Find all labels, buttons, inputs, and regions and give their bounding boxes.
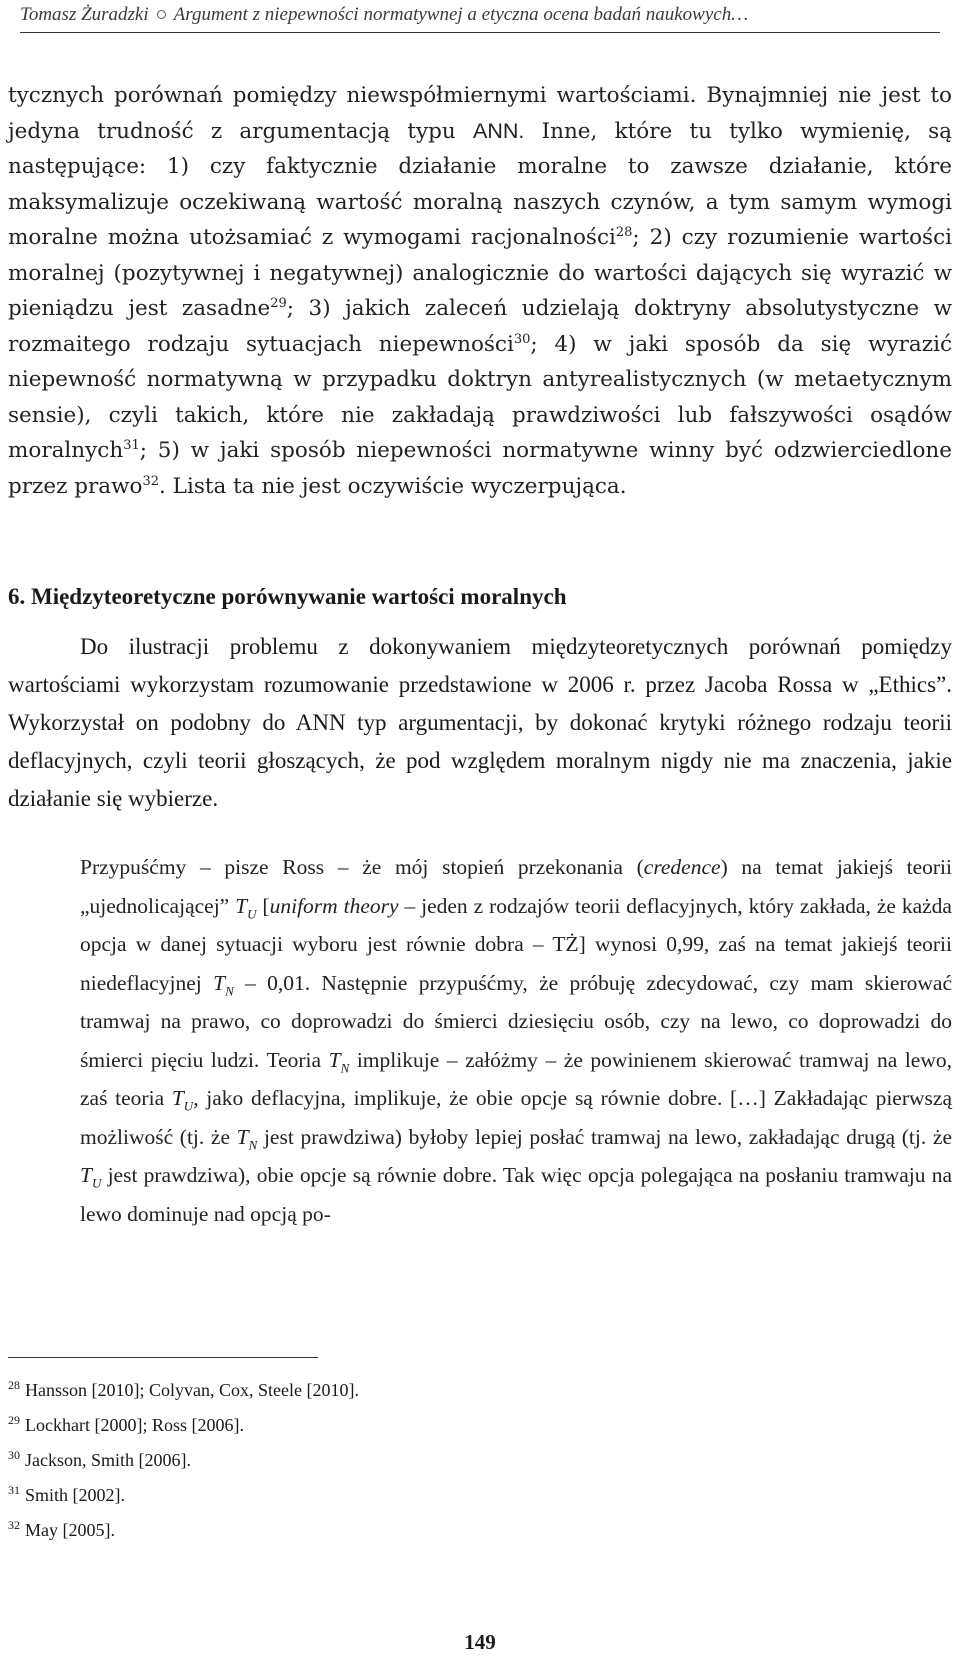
quote-text: jest prawdziwa), obie opcje są równie dobre. Tak więc opcja polegająca na posłaniu tramwaju na lewo dominuje nad opcją po- (80, 1163, 952, 1226)
paragraph-1-text: ; 5) w jaki sposób niepewności normatywne winny być odzwierciedlone przez prawo (8, 438, 952, 499)
header-author: Tomasz Żuradzki (20, 4, 149, 25)
footnote-number: 29 (8, 1413, 20, 1427)
symbol-t: T (171, 1086, 184, 1110)
paragraph-1-acronym: ANN. (472, 118, 525, 143)
page-number: 149 (464, 1630, 496, 1654)
quote-term-credence: credence (643, 855, 721, 879)
quote-term-uniform-theory: uniform theory (269, 893, 399, 918)
footnote-number: 32 (8, 1518, 20, 1532)
footnote-text: Hansson [2010]; Colyvan, Cox, Steele [2010]. (25, 1380, 359, 1400)
paragraph-1-text: . Lista ta nie jest oczywiście wyczerpująca. (159, 473, 627, 499)
footnote-separator (8, 1357, 318, 1358)
footnote-32 (8, 1518, 608, 1553)
symbol-t: T (80, 1163, 92, 1187)
footnote-number: 30 (8, 1448, 20, 1462)
paragraph-1-text: ; 2) czy rozumienie wartości moralnej (pozytywnej i negatywnej) analogicznie do wartości dających się wyrazić w pieniądzu jest zasadne (8, 225, 952, 321)
quote-text: jest prawdziwa) byłoby lepiej posłać tramwaj na lewo, zakładając drugą (tj. że (257, 1124, 952, 1149)
footnote-number: 31 (8, 1483, 20, 1497)
section-heading: 6. Międzyteoretyczne porównywanie wartości moralnych (8, 584, 567, 609)
symbol-t: T (235, 893, 248, 918)
footnote-30 (8, 1448, 608, 1483)
footnote-31 (8, 1483, 608, 1518)
separator-circle-icon (157, 10, 166, 19)
quote-text: ) na temat jakiejś teorii „ujednolicającej” (80, 855, 953, 918)
footnote-text: Smith [2002]. (25, 1485, 126, 1505)
quote-text: [ (256, 893, 270, 918)
paragraph-2: Do ilustracji problemu z dokonywaniem międzyteoretycznych porównań pomiędzy wartościami wykorzystam rozumowanie przedstawione w 2006 r. przez Jacoba Rossa w „Ethics”. Wykorzystał on podobny do ANN typ argumentacji, by dokonać krytyki różnego rodzaju teorii deflacyjnych, czyli teorii głoszących, że pod względem moralnym nigdy nie ma znaczenia, jakie działanie się wybierze. (8, 634, 952, 811)
footnote-ref-29[interactable]: 29 (270, 295, 287, 311)
footnotes-list (8, 1378, 608, 1553)
paragraph-1-text: tycznych porównań pomiędzy niewspółmiernymi wartościami. Bynajmniej nie jest to jedyna trudność z argumentacją typu (8, 83, 952, 144)
footnote-29 (8, 1413, 608, 1448)
paragraph-1-text: ; 4) w jaki sposób da się wyrazić niepewność normatywną w przypadku doktryn antyrealistycznych (w metaetycznym sensie), czyli takich, które nie zakładają prawdziwości lub fałszywości osądów moralnych (8, 331, 952, 463)
footnote-text: Jackson, Smith [2006]. (25, 1450, 191, 1470)
footnote-28 (8, 1378, 608, 1413)
symbol-subscript-u: U (183, 1098, 194, 1114)
quote-text: – jeden z rodzajów teorii deflacyjnych, który zakłada, że każda opcja w danej sytuacji wyboru jest równie dobra – TŻ] wynosi 0,99, zaś na temat jakiejś teorii niedeflacyjnej (80, 893, 952, 995)
symbol-t: T (328, 1047, 341, 1072)
quote-text: Przypuśćmy – pisze Ross – że mój stopień przekonania ( (80, 855, 644, 879)
symbol-t: T (236, 1124, 249, 1149)
block-quote (80, 848, 952, 1233)
symbol-subscript-n: N (340, 1059, 350, 1075)
header-title: Argument z niepewności normatywnej a etyczna ocena badań naukowych… (173, 4, 749, 25)
quote-text: implikuje – załóżmy – że powinienem skierować tramwaj na lewo, zaś teoria (80, 1047, 952, 1110)
paragraph-1-text: ; 3) jakich zaleceń udzielają doktryny absolutystyczne w rozmaitego rodzaju sytuacjach niepewności (8, 296, 952, 357)
quote-text: – 0,01. Następnie przypuśćmy, że próbuję zdecydować, czy mam skierować tramwaj na prawo, co doprowadzi do śmierci dziesięciu osób, czy na lewo, co doprowadzi do śmierci pięciu ludzi. Teoria (80, 970, 952, 1072)
running-header (20, 4, 940, 33)
symbol-t: T (213, 970, 226, 995)
paragraph-1 (8, 78, 952, 504)
footnote-ref-31[interactable]: 31 (123, 437, 140, 453)
symbol-subscript-u: U (91, 1175, 102, 1191)
quote-text: , jako deflacyjna, implikuje, że obie opcje są równie dobre. […] Zakładając pierwszą możliwość (tj. że (80, 1086, 952, 1149)
footnote-text: Lockhart [2000]; Ross [2006]. (25, 1415, 244, 1435)
footnote-ref-28[interactable]: 28 (615, 224, 633, 240)
footnote-text: May [2005]. (25, 1520, 115, 1540)
paragraph-1-text: Inne, które tu tylko wymienię, są następujące: 1) czy faktycznie działanie moralne to zawsze działanie, które maksymalizuje oczekiwaną wartość moralną naszych czynów, a tym samym wymogi moralne można utożsamiać z wymogami racjonalności (8, 118, 953, 250)
footnote-ref-32[interactable]: 32 (142, 473, 160, 489)
symbol-subscript-n: N (225, 982, 234, 998)
symbol-subscript-u: U (247, 905, 257, 921)
footnote-ref-30[interactable]: 30 (513, 331, 531, 347)
symbol-subscript-n: N (248, 1136, 258, 1152)
footnote-number: 28 (8, 1378, 20, 1392)
